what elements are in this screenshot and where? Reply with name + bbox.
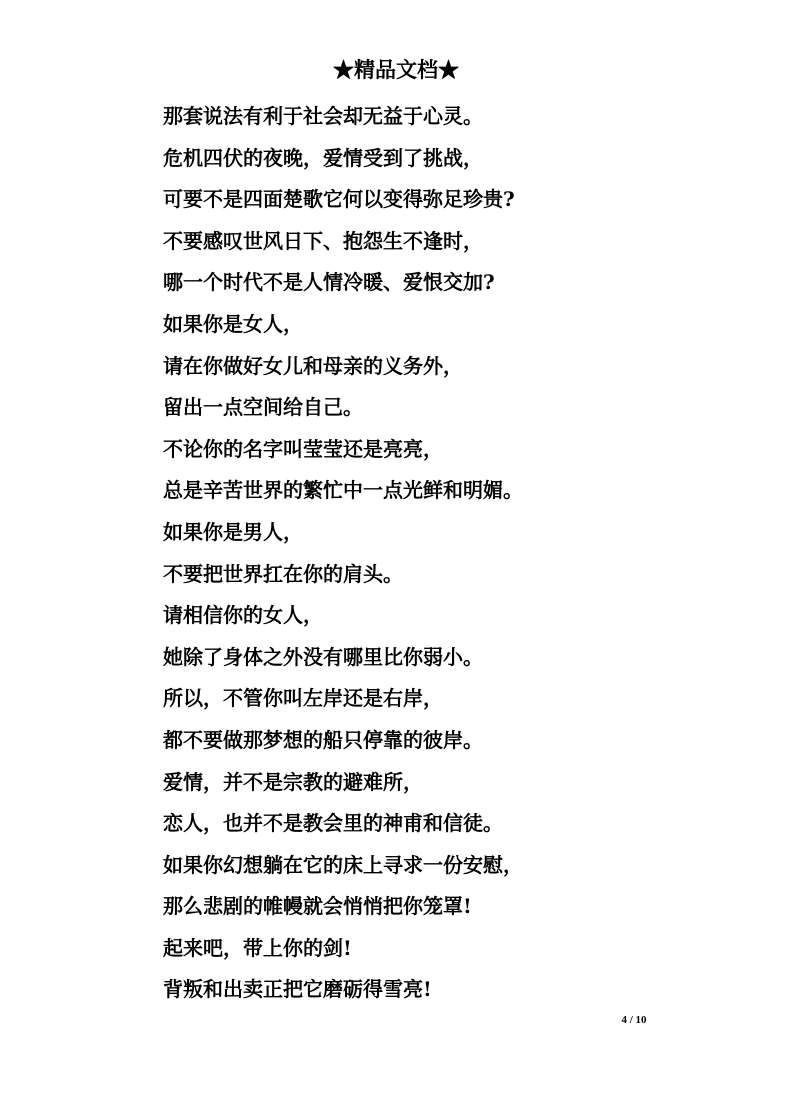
poem-line: 恋人，也并不是教会里的神甫和信徒。	[163, 811, 503, 836]
poem-line: 她除了身体之外没有哪里比你弱小。	[163, 644, 483, 669]
poem-line: 如果你是男人，	[163, 519, 303, 544]
poem-line: 背叛和出卖正把它磨砺得雪亮!	[163, 977, 432, 1002]
poem-line: 起来吧，带上你的剑!	[163, 935, 352, 960]
poem-line: 请在你做好女儿和母亲的义务外，	[163, 353, 463, 378]
poem-line: 总是辛苦世界的繁忙中一点光鲜和明媚。	[163, 478, 523, 503]
poem-line: 危机四伏的夜晚，爱情受到了挑战，	[163, 145, 483, 170]
poem-line: 不论你的名字叫莹莹还是亮亮，	[163, 436, 443, 461]
poem-line: 都不要做那梦想的船只停靠的彼岸。	[163, 727, 483, 752]
page-header-title: ★精品文档★	[333, 57, 459, 82]
poem-line: 那套说法有利于社会却无益于心灵。	[163, 104, 483, 128]
poem-line: 不要感叹世风日下、抱怨生不逢时，	[163, 228, 483, 253]
poem-body	[163, 100, 723, 1015]
poem-line: 可要不是四面楚歌它何以变得弥足珍贵?	[163, 187, 515, 212]
poem-line: 那么悲剧的帷幔就会悄悄把你笼罩!	[163, 894, 472, 919]
poem-line: 如果你幻想躺在它的床上寻求一份安慰，	[163, 852, 523, 877]
poem-line: 哪一个时代不是人情冷暖、爱恨交加?	[163, 270, 495, 295]
poem-line: 爱情，并不是宗教的避难所，	[163, 769, 423, 794]
poem-line: 留出一点空间给自己。	[163, 395, 363, 420]
page-number: 4 / 10	[621, 1014, 647, 1026]
poem-line: 如果你是女人，	[163, 311, 303, 336]
poem-line: 所以，不管你叫左岸还是右岸，	[163, 686, 443, 711]
poem-line: 请相信你的女人，	[163, 603, 323, 628]
poem-line: 不要把世界扛在你的肩头。	[163, 561, 403, 586]
